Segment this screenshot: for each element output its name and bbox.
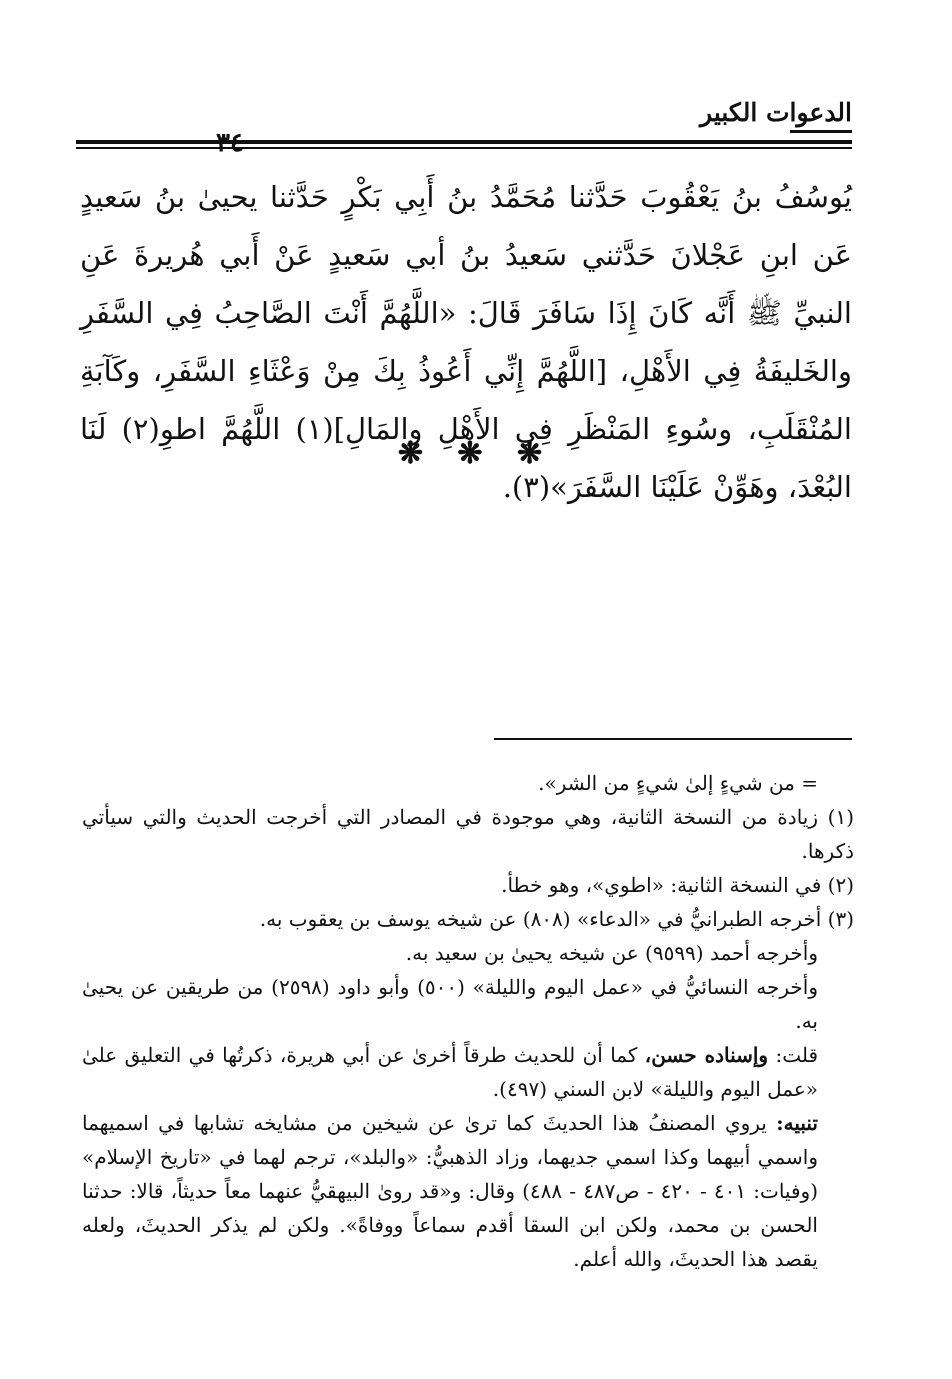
footnote-2: (٢) في النسخة الثانية: «اطوي»، وهو خطأ. — [501, 873, 854, 897]
footnote-3-line-4 — [82, 1038, 854, 1106]
footnote-3-line-3: وأخرجه النسائيُّ في «عمل اليوم والليلة» (٥٠٠) وأبو داود (٢٥٩٨) من طريقين عن يحيىٰ به. — [82, 975, 819, 1033]
footnote-3: (٣) أخرجه الطبرانيُّ في «الدعاء» (٨٠٨) عن شيخه يوسف بن يعقوب به. — [259, 907, 854, 931]
header-rule-thin — [76, 147, 852, 149]
footnotes — [82, 766, 854, 1276]
footnote-3-rest: كما أن للحديث طرقاً أخرىٰ عن أبي هريرة، ذكرتُها في التعليق علىٰ «عمل اليوم والليلة» لابن السني (٤٩٧). — [82, 1043, 818, 1101]
footnote-1: (١) زيادة من النسخة الثانية، وهي موجودة في المصادر التي أخرجت الحديث والتي سيأتي ذكرها. — [82, 805, 854, 863]
footnote-3-isnad: وإسناده حسن، — [644, 1043, 769, 1067]
page-header — [76, 92, 852, 152]
footnote-divider — [494, 738, 852, 740]
hadith-paragraph: يُوسُفُ بنُ يَعْقُوبَ حَدَّثنا مُحَمَّدُ بنُ أَبِي بَكْرٍ حَدَّثنا يحيىٰ بنُ سَعيدٍ عَن ابنِ عَجْلانَ حَدَّثني سَعيدُ بنُ أبي سَعيدٍ عَنْ أَبي هُريرةَ عَنِ النبيِّ ﷺ أَنَّه كَانَ إِذَا سَافَرَ قَالَ: «اللَّهُمَّ أَنْتَ الصَّاحِبُ فِي السَّفَرِ والخَليفَةُ فِي الأَهْلِ، [اللَّهُمَّ إِنِّي أَعُوذُ بِكَ مِنْ وَعْثَاءِ السَّفَرِ، وكَآبَةِ المُنْقَلَبِ، وسُوءِ المَنْظَرِ فِي الأَهْلِ والمَالِ](١) اللَّهُمَّ اطوِ(٢) لَنَا البُعْدَ، وهَوِّنْ عَلَيْنَا السَّفَرَ»(٣). — [80, 180, 852, 504]
header-rule-decoration-right — [790, 130, 852, 133]
tanbih-label: تنبيه: — [776, 1111, 818, 1135]
book-title: الدعوات الكبير — [700, 98, 852, 127]
tanbih-note — [82, 1106, 854, 1276]
footnote-3-line-2: وأخرجه أحمد (٩٥٩٩) عن شيخه يحيىٰ بن سعيد به. — [405, 941, 818, 965]
footnote-3-qult: قلت: — [775, 1043, 819, 1067]
tanbih-text: يروي المصنفُ هذا الحديثَ كما ترىٰ عن شيخين من مشايخه تشابها في اسميهما واسمي أبيهما وكذا اسمي جديهما، وزاد الذهبيُّ: «والبلد»، ترجم لهما في «تاريخ الإسلام» (وفيات: ٤٠١ - ٤٢٠ - ص٤٨٧ - ٤٨٨) وقال: و«قد روىٰ البيهقيُّ عنهما معاً حديثاً، قالا: حدثنا الحسن بن محمد، ولكن ابن السقا أقدم سماعاً ووفاةً». ولكن لم يذكر الحديثَ، ولعله يقصد هذا الحديثَ، والله أعلم. — [82, 1111, 818, 1271]
header-rule-thick — [76, 140, 852, 144]
footnote-continuation: = من شيءٍ إلىٰ شيءٍ من الشر». — [538, 771, 818, 795]
section-separator: ❋ ❋ ❋ — [397, 436, 555, 471]
